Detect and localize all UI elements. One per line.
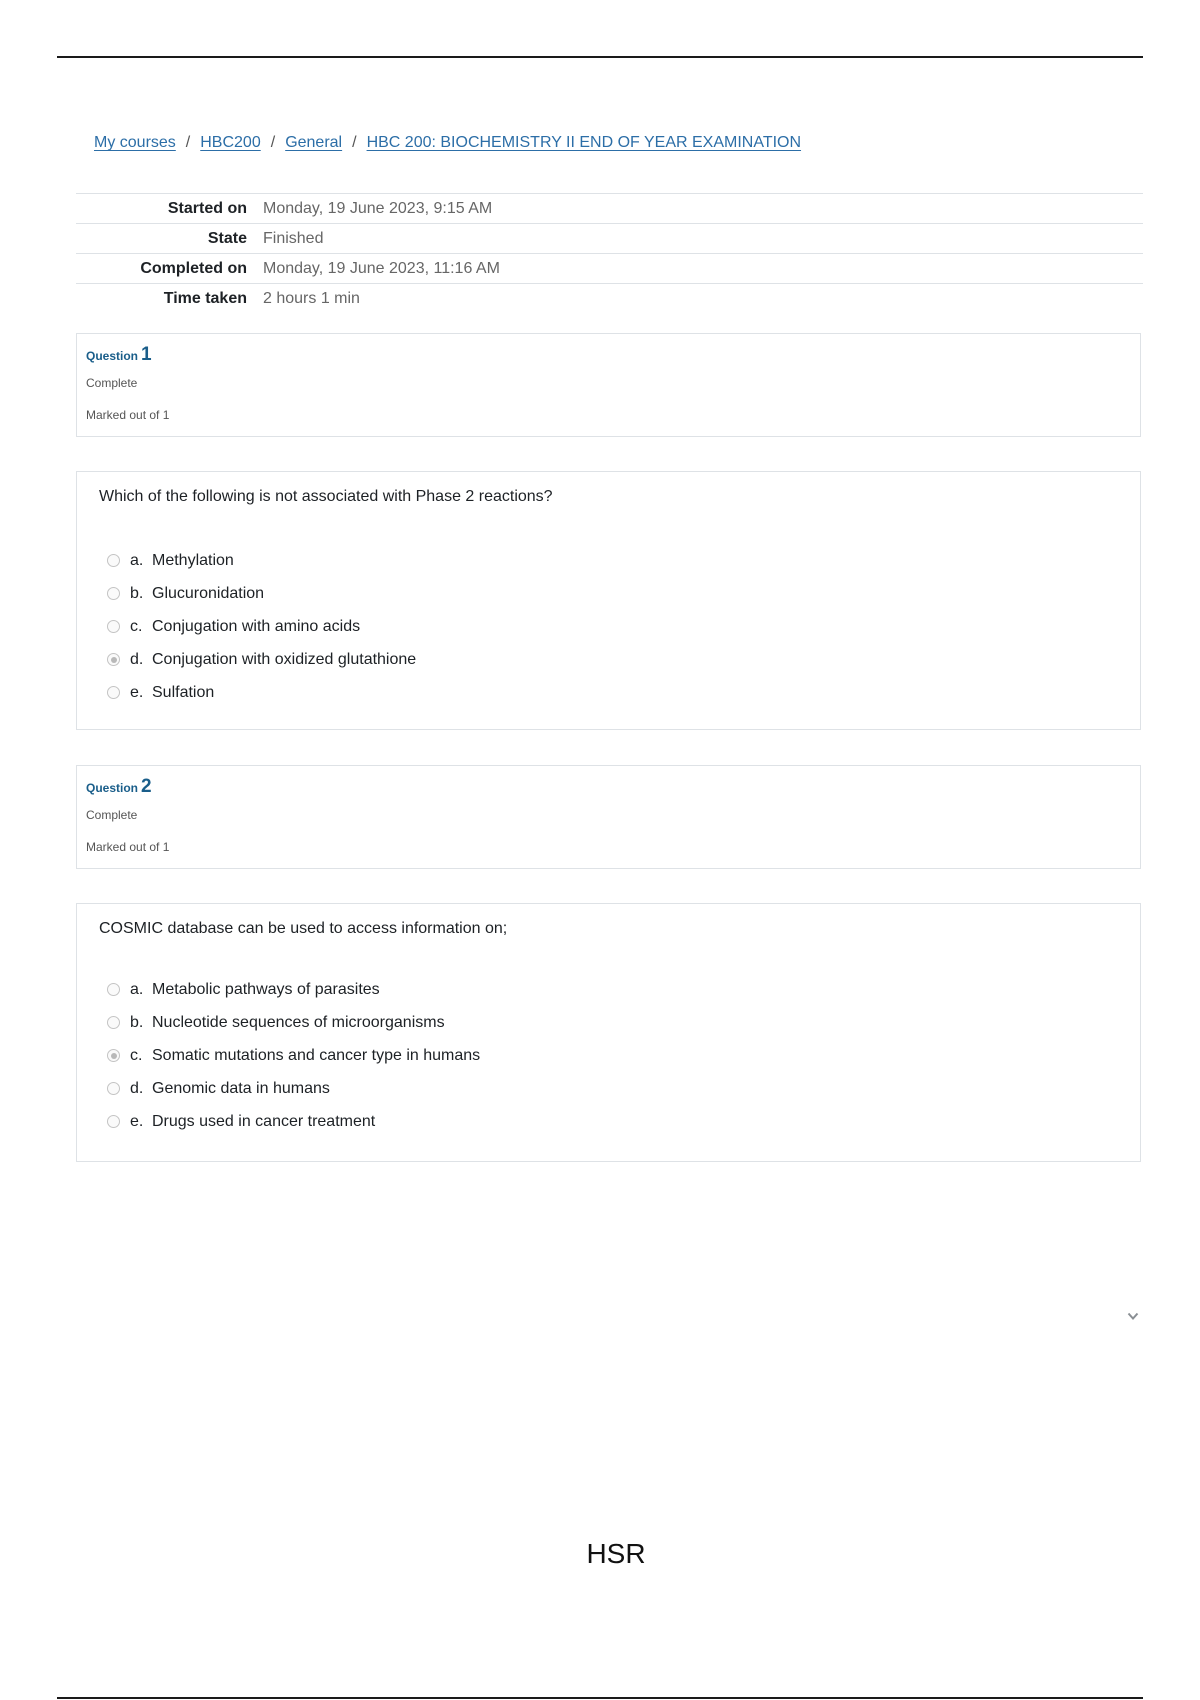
answer-option[interactable] <box>107 1072 480 1105</box>
summary-row <box>76 284 1143 314</box>
answer-text: Drugs used in cancer treatment <box>152 1112 376 1130</box>
breadcrumb-separator: / <box>270 134 276 151</box>
breadcrumb-separator: / <box>352 134 357 151</box>
answer-letter: d. <box>130 650 144 668</box>
radio-button[interactable] <box>107 554 120 567</box>
answer-letter: c. <box>130 1046 143 1064</box>
answer-option[interactable] <box>107 577 416 610</box>
radio-button[interactable] <box>107 1115 120 1128</box>
question-text: COSMIC database can be used to access information on; <box>99 920 508 937</box>
question-2-content <box>76 903 1141 1162</box>
answer-text: Metabolic pathways of parasites <box>152 980 380 998</box>
top-rule <box>57 56 1143 58</box>
question-1-content <box>76 471 1141 730</box>
answer-letter: a. <box>130 551 144 569</box>
answer-option[interactable] <box>107 1105 480 1138</box>
answer-option[interactable] <box>107 1039 480 1072</box>
question-1-info <box>76 333 1141 437</box>
answer-letter: e. <box>130 1112 144 1130</box>
radio-button[interactable] <box>107 1049 120 1062</box>
answer-text: Somatic mutations and cancer type in humans <box>152 1046 481 1064</box>
radio-button[interactable] <box>107 1016 120 1029</box>
answer-option[interactable] <box>107 1006 480 1039</box>
summary-value: Monday, 19 June 2023, 9:15 AM <box>247 194 1143 224</box>
answer-text: Methylation <box>152 551 234 569</box>
question-word: Question <box>86 349 139 363</box>
question-text: Which of the following is not associated with Phase 2 reactions? <box>99 488 553 505</box>
answer-letter: b. <box>130 584 144 602</box>
answer-text: Sulfation <box>152 683 215 701</box>
summary-row <box>76 224 1143 254</box>
question-grade: Marked out of 1 <box>86 408 170 422</box>
summary-value: Finished <box>247 224 1143 254</box>
question-state: Complete <box>86 376 138 390</box>
answer-text: Genomic data in humans <box>152 1079 330 1097</box>
summary-label: State <box>76 224 247 254</box>
question-grade: Marked out of 1 <box>86 840 170 854</box>
answer-letter: b. <box>130 1013 144 1031</box>
answer-option[interactable] <box>107 973 480 1006</box>
answer-option[interactable] <box>107 676 416 709</box>
radio-button[interactable] <box>107 587 120 600</box>
chevron-down-icon[interactable] <box>1127 1310 1139 1322</box>
answer-letter: d. <box>130 1079 144 1097</box>
summary-row <box>76 254 1143 284</box>
radio-button[interactable] <box>107 653 120 666</box>
answer-option[interactable] <box>107 544 416 577</box>
summary-value: Monday, 19 June 2023, 11:16 AM <box>247 254 1143 284</box>
breadcrumb-section[interactable]: General <box>285 134 343 151</box>
summary-row <box>76 194 1143 224</box>
radio-button[interactable] <box>107 620 120 633</box>
footer-text: HSR <box>586 1538 646 1569</box>
breadcrumb-my-courses[interactable]: My courses <box>94 134 176 151</box>
radio-button[interactable] <box>107 983 120 996</box>
summary-label: Time taken <box>76 284 247 314</box>
question-number <box>86 776 152 798</box>
answer-letter: a. <box>130 980 144 998</box>
breadcrumb-quiz[interactable]: HBC 200: BIOCHEMISTRY II END OF YEAR EXAMINATION <box>366 134 802 151</box>
breadcrumb-separator: / <box>185 134 191 151</box>
question-2-info <box>76 765 1141 869</box>
radio-button[interactable] <box>107 1082 120 1095</box>
answer-letter: e. <box>130 683 144 701</box>
answer-list <box>107 544 416 709</box>
answer-option[interactable] <box>107 643 416 676</box>
summary-value: 2 hours 1 min <box>247 284 1143 314</box>
answer-text: Conjugation with oxidized glutathione <box>152 650 417 668</box>
answer-letter: c. <box>130 617 143 635</box>
radio-button[interactable] <box>107 686 120 699</box>
answer-list <box>107 973 480 1138</box>
attempt-summary-table <box>76 193 1143 313</box>
summary-label: Started on <box>76 194 247 224</box>
question-word: Question <box>86 781 139 795</box>
question-number <box>86 344 152 366</box>
question-state: Complete <box>86 808 138 822</box>
question-number-value: 2 <box>141 776 152 797</box>
summary-label: Completed on <box>76 254 247 284</box>
breadcrumb <box>94 134 801 152</box>
answer-text: Conjugation with amino acids <box>152 617 361 635</box>
bottom-rule <box>57 1697 1143 1699</box>
breadcrumb-course[interactable]: HBC200 <box>200 134 261 151</box>
answer-option[interactable] <box>107 610 416 643</box>
question-number-value: 1 <box>141 344 152 365</box>
answer-text: Nucleotide sequences of microorganisms <box>152 1013 445 1031</box>
answer-text: Glucuronidation <box>152 584 265 602</box>
